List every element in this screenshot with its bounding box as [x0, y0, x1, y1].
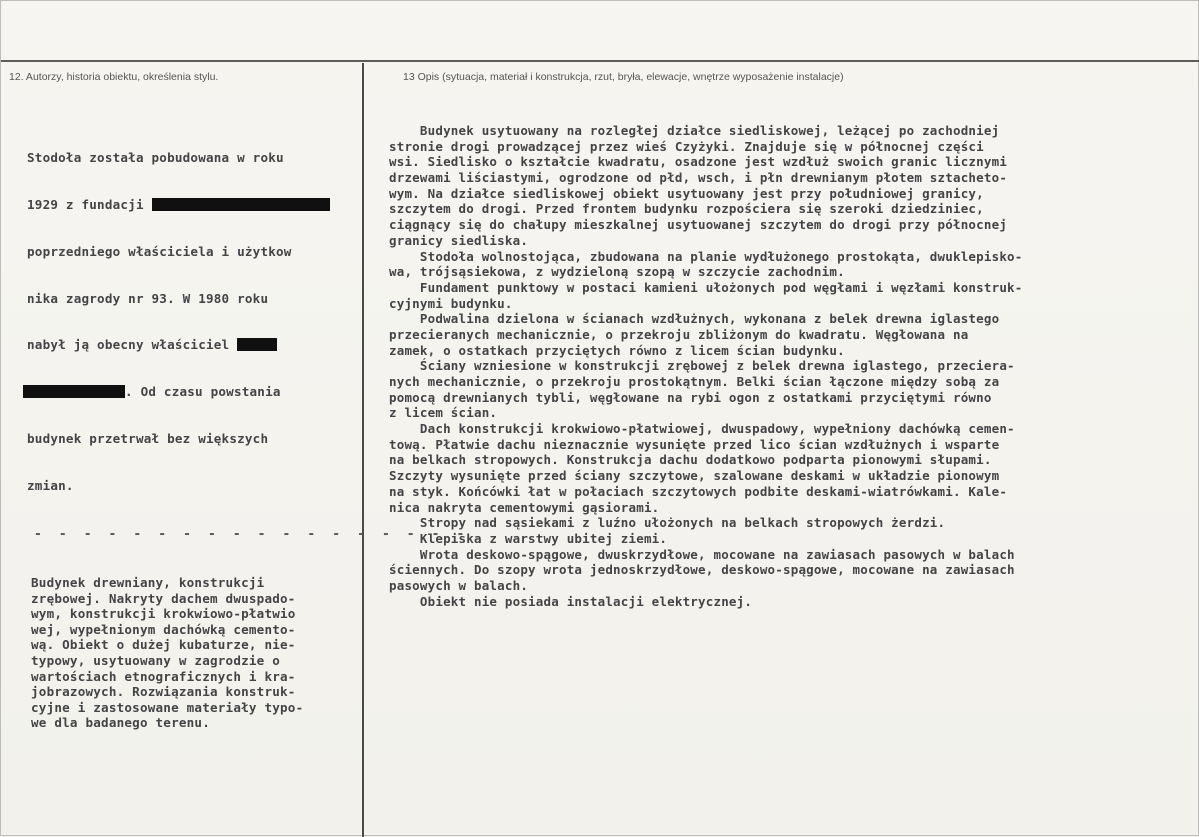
description-line: tową. Płatwie dachu nieznacznie wysunięte przed lico ścian wzdłużnych i wsparte — [389, 436, 1000, 452]
dashed-separator: - - - - - - - - - - - - - - - - - - — [34, 527, 469, 542]
summary-line: typowy, usytuowany w zagrodzie o — [31, 652, 281, 668]
description-line: wa, trójsąsiekowa, z wydzieloną szopą w szczycie zachodnim. — [389, 264, 845, 280]
description-line: Dach konstrukcji krokwiowo-płatwiowej, dwuspadowy, wypełniony dachówką cemen- — [389, 421, 1015, 437]
history-line: nika zagrody nr 93. W 1980 roku — [27, 290, 269, 306]
description-line: nica nakryta cementowymi gąsiorami. — [389, 499, 660, 515]
redaction-bar — [237, 338, 277, 351]
description-line: granicy siedliska. — [389, 232, 529, 248]
description-line: pomocą drewnianych tybli, węgłowane na rybi ogon z ostatkami przyciętymi równo — [389, 389, 992, 405]
history-line: poprzedniego właściciela i użytkow — [27, 243, 292, 259]
summary-line: we dla badanego terenu. — [31, 715, 210, 731]
summary-line: zrębowej. Nakryty dachem dwuspado- — [31, 590, 296, 606]
description-line: pasowych w balach. — [389, 577, 529, 593]
history-line-text: nabył ją obecny właściciel — [27, 337, 230, 353]
description-line: szczytem do drogi. Przed frontem budynku rozpościera się szeroki dziedziniec, — [389, 201, 984, 217]
summary-line: wej, wypełnionym dachówką cemento- — [31, 621, 296, 637]
description-line: ciągnący się do chałupy mieszkalnej usytuowanej szczytem do drogi przy północnej — [389, 217, 1008, 233]
header-rule — [1, 60, 1199, 62]
summary-line: jobrazowych. Rozwiązania konstruk- — [31, 684, 296, 700]
history-line — [27, 384, 330, 400]
description-line: Ściany wzniesione w konstrukcji zrębowej z belek drewna iglastego, przeciera- — [389, 358, 1015, 374]
summary-line: wą. Obiekt o dużej kubaturze, nie- — [31, 637, 296, 653]
description-text — [389, 123, 1023, 609]
description-line: ściennych. Do szopy wrota jednoskrzydłowe, deskowo-spągowe, mocowane na zawiasach — [389, 562, 1015, 578]
history-line-text: 1929 z fundacji — [27, 196, 144, 212]
description-line: wym. Na działce siedliskowej obiekt usytuowany jest przy południowej granicy, — [389, 185, 984, 201]
column-divider — [362, 63, 364, 837]
summary-line: wym, konstrukcji krokwiowo-płatwio — [31, 606, 296, 622]
section-12-header: 12. Autorzy, historia obiektu, określenia stylu. — [9, 71, 219, 83]
summary-line: wartościach etnograficznych i kra- — [31, 668, 296, 684]
history-line — [27, 197, 330, 213]
history-line: budynek przetrwał bez większych — [27, 430, 269, 446]
description-line: na styk. Końcówki łat w połaciach szczytowych podbite deskami-wiatrówkami. Kale- — [389, 483, 1008, 499]
history-line-text: . Od czasu powstania — [125, 384, 281, 400]
description-line: Stropy nad sąsiekami z luźno ułożonych na belkach stropowych żerdzi. — [389, 515, 946, 531]
description-line: Obiekt nie posiada instalacji elektrycznej. — [389, 593, 753, 609]
description-line: nych mechanicznie, o przekroju prostokątnym. Belki ścian łączone między sobą za — [389, 374, 1000, 389]
history-text — [27, 119, 330, 524]
description-line: zamek, o ostatkach przyciętych równo z licem ścian budynku. — [389, 342, 845, 358]
redaction-bar — [152, 198, 330, 211]
description-line: z licem ścian. — [389, 405, 498, 421]
description-line: Fundament punktowy w postaci kamieni ułożonych pod węgłami i węzłami konstruk- — [389, 279, 1023, 295]
description-line: Stodoła wolnostojąca, zbudowana na planie wydłużonego prostokąta, dwuklepisko- — [389, 248, 1023, 264]
description-line: Klepiska z warstwy ubitej ziemi. — [389, 530, 668, 546]
description-line: stronie drogi prowadzącej przez wieś Czyżyki. Znajduje się w północnej części — [389, 138, 984, 154]
summary-line: Budynek drewniany, konstrukcji — [31, 575, 265, 590]
description-line: przecieranych mechanicznie, o przekroju zbliżonym do kwadratu. Węgłowana na — [389, 326, 969, 342]
description-line: Szczyty wysunięte przed ściany szczytowe, szalowane deskami w układzie pionowym — [389, 468, 1000, 484]
history-line: Stodoła została pobudowana w roku — [27, 150, 284, 166]
section-13-header: 13 Opis (sytuacja, materiał i konstrukcja, rzut, bryła, elewacje, wnętrze wyposażenie instalacje) — [403, 71, 844, 83]
description-line: wsi. Siedlisko o kształcie kwadratu, osadzone jest wzdłuż swoich granic licznymi — [389, 154, 1008, 170]
redaction-bar — [23, 385, 125, 398]
description-line: cyjnymi budynku. — [389, 295, 513, 311]
description-line: drzewami liściastymi, ogrodzone od płd, wsch, i płn drewnianym płotem sztacheto- — [389, 170, 1008, 186]
history-line: zmian. — [27, 477, 74, 493]
style-summary-text — [31, 575, 303, 731]
history-line — [27, 337, 330, 353]
summary-line: cyjne i zastosowane materiały typo- — [31, 699, 304, 715]
description-line: Budynek usytuowany na rozległej działce siedliskowej, leżącej po zachodniej — [389, 123, 1000, 138]
description-line: na belkach stropowych. Konstrukcja dachu dodatkowo podparta pionowymi słupami. — [389, 452, 992, 468]
description-line: Podwalina dzielona w ścianach wzdłużnych, wykonana z belek drewna iglastego — [389, 311, 1000, 327]
description-line: Wrota deskowo-spągowe, dwuskrzydłowe, mocowane na zawiasach pasowych w balach — [389, 546, 1015, 562]
